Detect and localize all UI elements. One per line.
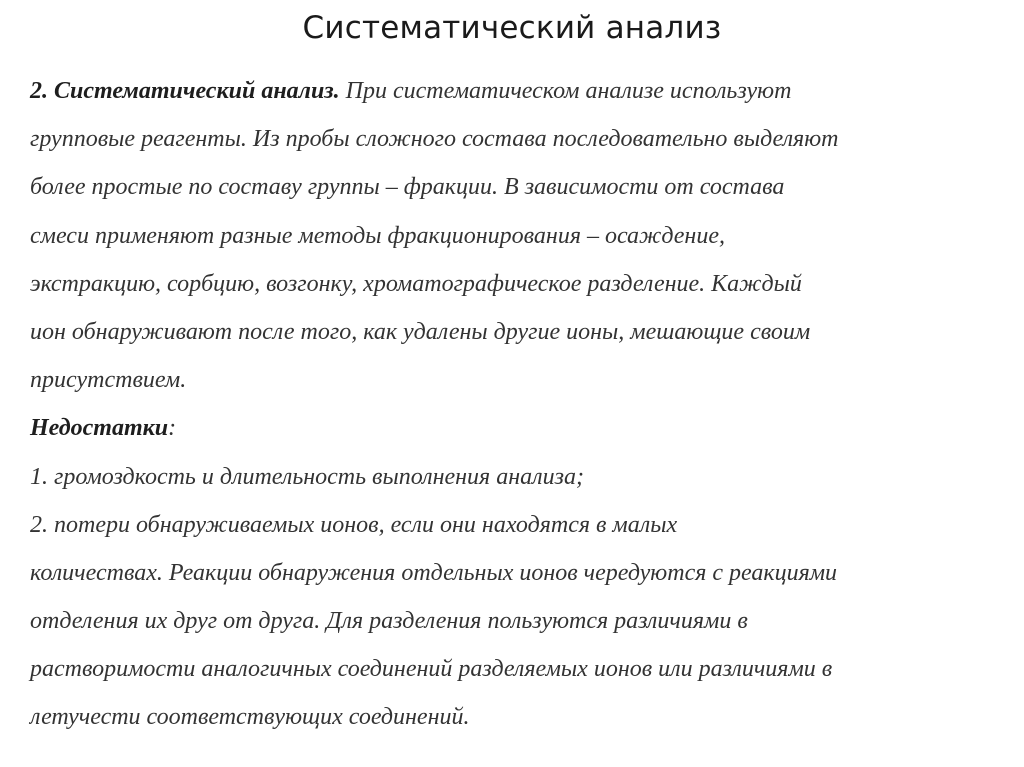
line-text: 2. потери обнаруживаемых ионов, если они находятся в малых — [30, 511, 678, 538]
line-text: : — [168, 415, 177, 442]
section-heading: 2. Систематический анализ. — [30, 78, 340, 104]
text-line-14 — [30, 698, 1000, 746]
line-text: экстракцию, сорбцию, возгонку, хроматографическое разделение. Каждый — [30, 270, 802, 297]
line-text: отделения их друг от друга. Для разделения пользуются различиями в — [30, 608, 748, 635]
text-line-8 — [30, 409, 1000, 457]
line-text: количествах. Реакции обнаружения отдельных ионов чередуются с реакциями — [30, 559, 838, 586]
line-text: ион обнаруживают после того, как удалены другие ионы, мешающие своим — [30, 318, 811, 345]
slide-title: Систематический анализ — [302, 10, 722, 46]
text-line-4 — [30, 217, 1000, 265]
text-line-5 — [30, 265, 1000, 313]
slide-body — [30, 72, 1000, 747]
text-line-13 — [30, 650, 1000, 698]
text-line-6 — [30, 313, 1000, 361]
text-line-10 — [30, 506, 1000, 554]
text-line-9 — [30, 458, 1000, 506]
text-line-2 — [30, 120, 1000, 168]
line-text: летучести соответствующих соединений. — [30, 704, 470, 731]
text-line-7 — [30, 361, 1000, 409]
text-line-12 — [30, 602, 1000, 650]
line-text: 1. громоздкость и длительность выполнения анализа; — [30, 463, 584, 490]
line-text: групповые реагенты. Из пробы сложного состава последовательно выделяют — [30, 126, 839, 153]
line-text: растворимости аналогичных соединений разделяемых ионов или различиями в — [30, 656, 833, 683]
line-text: смеси применяют разные методы фракционирования – осаждение, — [30, 222, 725, 249]
text-line-3 — [30, 168, 1000, 216]
line-text: присутствием. — [30, 367, 187, 394]
line-text: При систематическом анализе используют — [339, 78, 792, 104]
line-text: более простые по составу группы – фракции. В зависимости от состава — [30, 174, 785, 201]
text-line-11 — [30, 554, 1000, 602]
disadvantages-heading: Недостатки — [30, 415, 169, 442]
text-line-1 — [30, 72, 1000, 120]
